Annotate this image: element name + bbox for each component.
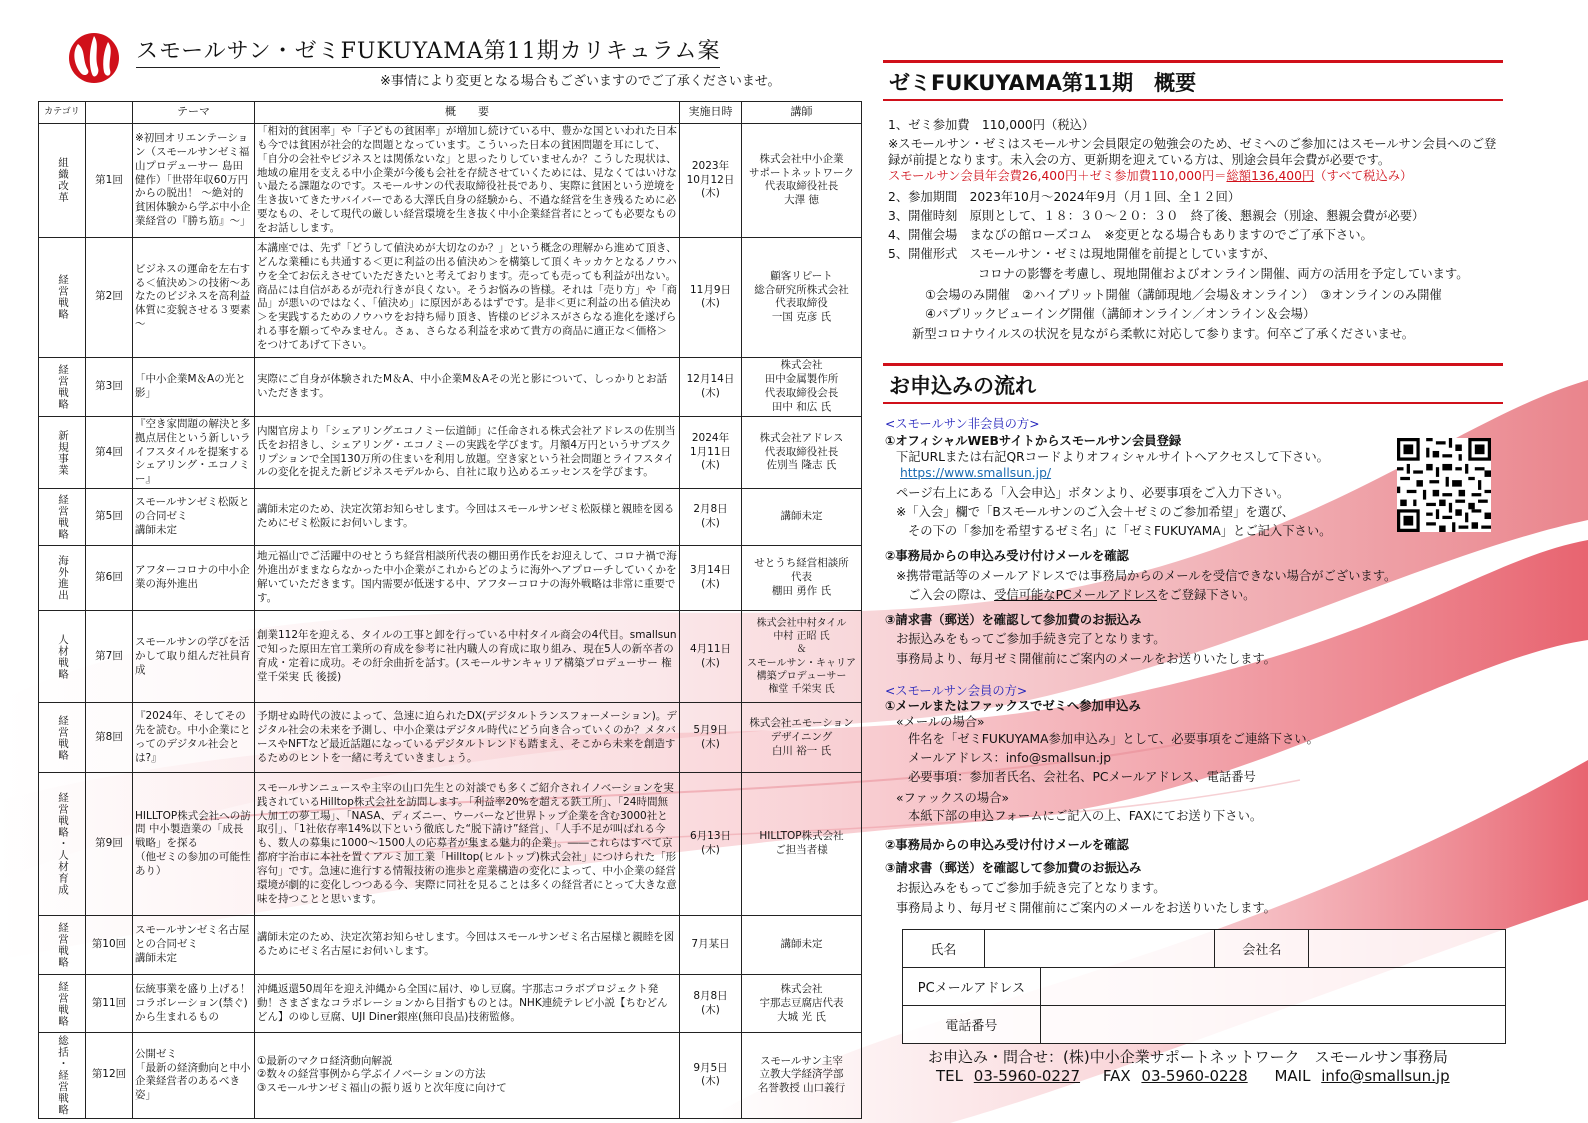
row-theme: スモールサンの学びを活かして取り組んだ社員育成: [133, 611, 255, 703]
row-date: 3月14日 (木): [680, 546, 742, 611]
nonmember-step-1-line-1: 下記URLまたは右記QRコードよりオフィシャルサイトへアクセスして下さい。: [896, 450, 1329, 464]
row-theme: アフターコロナの中小企業の海外進出: [133, 546, 255, 611]
table-row: [39, 237, 862, 357]
nonmember-step-2-title: ②事務局からの申込み受け付けメールを確認: [885, 549, 1129, 563]
table-row: [39, 546, 862, 611]
row-date: 2024年 1月11日 (木): [680, 416, 742, 488]
overview-venue: 4、開催会場 まなびの館ローズコム ※変更となる場合もありますのでご了承下さい。: [888, 228, 1373, 242]
phone-label: 電話番号: [903, 1006, 1041, 1044]
row-number: 第6回: [86, 546, 133, 611]
row-theme: スモールサンゼミ名古屋との合同ゼミ 講師未定: [133, 916, 255, 975]
email-label: PCメールアドレス: [903, 968, 1041, 1006]
row-theme: 『2024年、そしてその先を読む。中小企業にとってのデジタル社会とは?』: [133, 703, 255, 773]
smallsun-logo: [64, 30, 124, 86]
nonmember-step-1-line-2: ページ右上にある「入会申込」ボタンより、必要事項をご入力下さい。: [896, 486, 1290, 500]
contact-line-2: [928, 1067, 1450, 1086]
row-theme: 『空き家問題の解決と多拠点居住という新しいライフスタイルを提案するシェアリング・エコノミー』: [133, 416, 255, 488]
row-category: 海外進出: [39, 546, 86, 611]
overview-format-2: コロナの影響を考慮し、現地開催およびオンライン開催、両方の活用を予定しています。: [978, 267, 1469, 281]
row-number: 第9回: [86, 773, 133, 916]
row-summary: 沖縄返還50周年を迎え沖縄から全国に届け、ゆし豆腐。宇那志コラボプロジェクト発動！さまざまなコラボレーションから目指すものとは。NHK連続テレビ小説【ちむどんどん】のゆし豆腐、UJI Diner銀座(無印良品)技術監修。: [255, 975, 680, 1033]
table-row: [39, 489, 862, 546]
nonmember-step-3-line-1: お振込みをもってご参加手続き完了となります。: [896, 632, 1166, 646]
row-theme: 「中小企業M＆Aの光と影」: [133, 357, 255, 416]
header-lecturer: 講師: [742, 102, 862, 124]
row-summary: 講師未定のため、決定次第お知らせします。今回はスモールサンゼミ松阪様と親睦を図るためにゼミ松阪にお伺いします。: [255, 489, 680, 546]
member-step-1-line-4: 本紙下部の申込フォームにご記入の上、FAXにてお送り下さい。: [908, 809, 1263, 823]
row-date: 4月11日 (木): [680, 611, 742, 703]
overview-period: 2、参加期間 2023年10月～2024年9月（月１回、全１２回）: [888, 190, 1241, 204]
row-number: 第12回: [86, 1033, 133, 1119]
row-lecturer: 株式会社アドレス 代表取締役社長 佐別当 隆志 氏: [742, 416, 862, 488]
row-number: 第11回: [86, 975, 133, 1033]
header-category: カテゴリ: [39, 102, 86, 124]
row-summary: 講師未定のため、決定次第お知らせします。今回はスモールサンゼミ名古屋様と親睦を図るためにゼミ名古屋にお伺いします。: [255, 916, 680, 975]
table-row: [39, 416, 862, 488]
fee-total-amount: 総額136,400円: [1226, 169, 1315, 183]
row-category: 経営戦略: [39, 916, 86, 975]
row-lecturer: 顧客リピート 総合研究所株式会社 代表取締役 一国 克彦 氏: [742, 237, 862, 357]
table-row: [39, 124, 862, 238]
row-number: 第1回: [86, 124, 133, 238]
application-form: [902, 929, 1506, 1044]
page-title: スモールサン・ゼミFUKUYAMA第11期カリキュラム案: [136, 34, 720, 68]
row-date: 6月13日 (木): [680, 773, 742, 916]
form-row-name: [903, 930, 1506, 968]
contact-info: [928, 1048, 1450, 1086]
row-number: 第7回: [86, 611, 133, 703]
row-lecturer: せとうち経営相談所 代表 棚田 勇作 氏: [742, 546, 862, 611]
overview-format-3: ①会場のみ開催 ②ハイブリット開催（講師現地／会場＆オンライン） ③オンラインのみ開催: [925, 288, 1442, 302]
table-row: [39, 975, 862, 1033]
table-row: [39, 703, 862, 773]
flow-title: お申込みの流れ: [889, 374, 1036, 398]
nonmember-step-1-title: ①オフィシャルWEBサイトからスモールサン会員登録: [885, 434, 1182, 448]
row-date: 8月8日 (木): [680, 975, 742, 1033]
table-row: [39, 357, 862, 416]
row-category: 経営戦略: [39, 975, 86, 1033]
row-lecturer: HILLTOP株式会社 ご担当者様: [742, 773, 862, 916]
member-step-1-line-3: 必要事項：参加者氏名、会社名、PCメールアドレス、電話番号: [908, 770, 1256, 784]
row-theme: ビジネスの運命を左右する＜値決め＞の技術～あなたのビジネスを高利益体質に変貌させる３要素～: [133, 237, 255, 357]
row-date: 12月14日 (木): [680, 357, 742, 416]
header-summary: 概 要: [255, 102, 680, 124]
row-summary: ①最新のマクロ経済動向解説 ②数々の経営事例から学ぶイノベーションの方法 ③スモールサンゼミ福山の振り返りと次年度に向けて: [255, 1033, 680, 1119]
row-summary: スモールサンニュースや主宰の山口先生との対談でも多くご紹介されイノベーションを実践されているHilltop株式会社を訪問します。「利益率20%を超える鉄工所」、「24時間無人加工の夢工場」、「NASA、ディズニー、ウーバーなど世界トップ企業を含む3000社と取引」、「1社依存率14%以下という徹底した“脱下請け”経営」、「人手不足が叫ばれる今も、数人の募集に1000～1500人の応募者が集まる魅力的企業」。――これらはすべて京都府宇治市に本社を置くアルミ加工業「Hilltop(ヒルトップ)株式会社」につけられた「形容句」です。急速に進行する情報技術の進歩と産業構造の変化によって、中小企業の経営環境が劇的に変化しつつある今、実際に同社を見ることは多くの経営者にとって大きな意味を持つことと思います。: [255, 773, 680, 916]
row-date: 7月某日: [680, 916, 742, 975]
overview-title: ゼミFUKUYAMA第11期 概要: [889, 71, 1197, 95]
fax-number[interactable]: 03-5960-0228: [1141, 1066, 1248, 1085]
row-summary: 創業112年を迎える、タイルの工事と卸を行っている中村タイル商会の4代目。smallsunで知った原田左官工業所の育成を参考に社内職人の育成に取り組み、現在5人の新卒者の育成・定着に成功。その紆余曲折を話す。(スモールサンキャリア構築プロデューサー 権堂千栄実 氏 後援): [255, 611, 680, 703]
row-theme: HILLTOP株式会社への訪問 中小製造業の「成長戦略」を探る （他ゼミの参加の可能性あり）: [133, 773, 255, 916]
fee-total-suffix: （すべて税込み）: [1314, 169, 1413, 183]
table-row: [39, 916, 862, 975]
nonmember-heading: <スモールサン非会員の方>: [885, 417, 1040, 431]
row-number: 第4回: [86, 416, 133, 488]
fee-total-prefix: スモールサン会員年会費26,400円＋ゼミ参加費110,000円＝: [888, 169, 1227, 183]
form-row-phone: [903, 1006, 1506, 1044]
row-summary: 実際にご自身が体験されたM＆A、中小企業M＆Aその光と影について、しっかりとお話いただきます。: [255, 357, 680, 416]
row-theme: 公開ゼミ 「最新の経済動向と中小企業経営者のあるべき姿」: [133, 1033, 255, 1119]
overview-fee-note: ※スモールサン・ゼミはスモールサン会員限定の勉強会のため、ゼミへのご参加にはスモールサン会員へのご登録が前提となります。未入会の方、更新期を迎えている方は、別途会員年会費が必要です。: [888, 137, 1497, 168]
row-date: 5月9日 (木): [680, 703, 742, 773]
tel-label: TEL: [936, 1066, 963, 1085]
row-summary: 予期せぬ時代の波によって、急速に迫られたDX(デジタルトランスフォーメーション)。デジタル社会の未来を予測し、中小企業はデジタル時代にどう向き合っていくのか？メタバースやNFTなど最近話題になっているデジタルトレンドも踏まえ、そこから未来を創造するためのヒントを一緒に考えていきましょう。: [255, 703, 680, 773]
tel-number[interactable]: 03-5960-0227: [973, 1066, 1081, 1085]
row-lecturer: 株式会社 田中金属製作所 代表取締役会長 田中 和広 氏: [742, 357, 862, 416]
row-summary: 内閣官房より「シェアリングエコノミー伝道師」に任命される株式会社アドレスの佐別当氏をお招きし、シェアリング・エコノミーの実践を学びます。月額4万円というサブスクリプションで全国130万所の住まいを利用し放題。空き家という社会問題とライフスタイルの変化を捉えた新ビジネスモデルから、自社に取り込めるエッセンスを学びます。: [255, 416, 680, 488]
row-number: 第3回: [86, 357, 133, 416]
table-row: [39, 611, 862, 703]
name-label: 氏名: [903, 930, 985, 968]
row-summary: 「相対的貧困率」や「子どもの貧困率」が増加し続けている中、豊かな国といわれた日本も今では貧困が社会的な問題となっています。こういった日本の貧困問題を耳にして、「自分の会社やビジネスとは関係ないな」と思ったりしていませんか？こうした現状は、地域の雇用を支える中小企業が今後も会社を存続させていくためには、見なくてはいけない最たる課題なのです。スモールサンの代表取締役社長であり、実際に貧困という逆境を生き抜いてきたサバイバーである大澤氏自身の経験から、不過な経営を生き残るために必要なもの、そして現代の厳しい経営環境を生き抜く中小企業経営者にとっても必要なものをお話しします。: [255, 124, 680, 238]
row-number: 第10回: [86, 916, 133, 975]
row-date: 11月9日 (木): [680, 237, 742, 357]
row-theme: スモールサンゼミ松阪との合同ゼミ 講師未定: [133, 489, 255, 546]
member-step-3-title: ③請求書（郵送）を確認して参加費のお振込み: [885, 861, 1142, 875]
header-theme: テーマ: [133, 102, 255, 124]
header-date: 実施日時: [680, 102, 742, 124]
overview-fee: 1、ゼミ参加費 110,000円（税込）: [888, 118, 1095, 132]
nonmember-step-3-line-2: 事務局より、毎月ゼミ開催前にご案内のメールをお送りいたします。: [896, 652, 1276, 666]
member-mail-case: «メールの場合»: [896, 715, 985, 729]
row-category: 経営戦略・人材育成: [39, 773, 86, 916]
row-category: 経営戦略: [39, 357, 86, 416]
row-date: 9月5日 (木): [680, 1033, 742, 1119]
row-category: 組織改革: [39, 124, 86, 238]
table-row: [39, 773, 862, 916]
overview-time: 3、開催時刻 原則として、１８：３０～２０：３０ 終了後、懇親会（別途、懇親会費が必要）: [888, 209, 1425, 223]
step-2-suffix: をご登録下さい。: [1157, 588, 1256, 602]
row-category: 人材戦略: [39, 611, 86, 703]
official-site-link[interactable]: https://www.smallsun.jp/: [900, 466, 1052, 480]
row-number: 第5回: [86, 489, 133, 546]
row-lecturer: スモールサン主宰 立教大学経済学部 名誉教授 山口義行: [742, 1033, 862, 1119]
member-step-1-title: ①メールまたはファックスでゼミへ参加申込み: [885, 699, 1141, 713]
contact-line-1: お申込み・問合せ：(株)中小企業サポートネットワーク スモールサン事務局: [928, 1048, 1448, 1066]
member-step-3-line-1: お振込みをもってご参加手続き完了となります。: [896, 881, 1166, 895]
member-step-1-line-1: 件名を「ゼミFUKUYAMA参加申込み」として、必要事項をご連絡下さい。: [908, 732, 1319, 746]
mail-label: MAIL: [1274, 1066, 1311, 1085]
member-step-2-title: ②事務局からの申込み受け付けメールを確認: [885, 838, 1129, 852]
row-lecturer: 株式会社中小企業 サポートネットワーク 代表取締役社長 大澤 徳: [742, 124, 862, 238]
row-lecturer: 講師未定: [742, 916, 862, 975]
step-2-underlined: 受信可能なPCメールアドレス: [994, 588, 1158, 602]
overview-format-4: ④パブリックビューイング開催（講師オンライン／オンライン＆会場）: [925, 307, 1316, 321]
row-category: 経営戦略: [39, 489, 86, 546]
row-date: 2023年 10月12日 (木): [680, 124, 742, 238]
row-number: 第2回: [86, 237, 133, 357]
nonmember-step-3-title: ③請求書（郵送）を確認して参加費のお振込み: [885, 613, 1142, 627]
form-row-email: [903, 968, 1506, 1006]
overview-format: 5、開催形式 スモールサン・ゼミは現地開催を前提としていますが、: [888, 247, 1276, 261]
member-step-1-line-2: メールアドレス：info@smallsun.jp: [908, 751, 1111, 765]
nonmember-step-2-line-1: ※携帯電話等のメールアドレスでは事務局からのメールを受信できない場合がございます。: [896, 569, 1397, 583]
change-notice: ※事情により変更となる場合もございますのでご了承くださいませ。: [380, 74, 781, 89]
company-label: 会社名: [1215, 930, 1309, 968]
fax-label: FAX: [1102, 1066, 1131, 1085]
member-step-3-line-2: 事務局より、毎月ゼミ開催前にご案内のメールをお送りいたします。: [896, 901, 1276, 915]
row-summary: 本講座では、先ず「どうして値決めが大切なのか？」という概念の理解から進めて頂き、どんな業種にも共通する＜更に利益の出る値決め＞を構築して頂くキッカケとなるノウハウを全てお伝えさせていただきたいと考えております。売っても売っても利益が出ない。商品には自信があるが売れ行きが良くない。そうお悩みの皆様。それは「売り方」や「商品」が悪いのではなく、「値決め」に原因があるはずです。是非＜更に利益の出る値決め＞を実践するためのノウハウをお持ち帰り頂き、皆様のビジネスがさらなる進化を遂げられる事を願ってやみません。さぁ、さらなる利益を求めて貴方の商品に適正な＜価格＞をつけてあげて下さい。: [255, 237, 680, 357]
member-heading: <スモールサン会員の方>: [885, 684, 1028, 698]
row-category: 総括・経営戦略: [39, 1033, 86, 1119]
phone-field[interactable]: [1040, 1006, 1505, 1044]
row-category: 新規事業: [39, 416, 86, 488]
email-field[interactable]: [1040, 968, 1505, 1006]
row-theme: ※初回オリエンテーション（スモールサンゼミ福山プロデューサー 島田健作）「世帯年収60万円からの脱出！ ～絶対的貧困体験から学ぶ中小企業経営の『勝ち筋』～」: [133, 124, 255, 238]
table-row: [39, 1033, 862, 1119]
flow-header: [883, 363, 1503, 404]
row-lecturer: 講師未定: [742, 489, 862, 546]
curriculum-table: [38, 101, 862, 1119]
row-number: 第8回: [86, 703, 133, 773]
nonmember-step-1-line-4: その下の「参加を希望するゼミ名」に「ゼミFUKUYAMA」とご記入下さい。: [908, 524, 1332, 538]
row-lecturer: 株式会社エモーション デザイニング 白川 裕一 氏: [742, 703, 862, 773]
qr-code-icon: [1397, 438, 1491, 532]
name-field[interactable]: [984, 930, 1215, 968]
header-number: [86, 102, 133, 124]
overview-fee-total: [888, 168, 1412, 184]
overview-format-5: 新型コロナウイルスの状況を見ながら柔軟に対応して参ります。何卒ご了承くださいませ。: [912, 327, 1415, 341]
nonmember-step-2-line-2: [908, 587, 1255, 603]
row-lecturer: 株式会社 宇那志豆腐店代表 大城 光 氏: [742, 975, 862, 1033]
table-header-row: [39, 102, 862, 124]
row-summary: 地元福山でご活躍中のせとうち経営相談所代表の棚田勇作氏をお迎えして、コロナ禍で海外進出がままならなかった中小企業がこれからどのように海外へアプローチしていくかを解いていただきます。国内需要が低迷する中、アフターコロナの海外戦略は非常に重要です。: [255, 546, 680, 611]
company-field[interactable]: [1309, 930, 1506, 968]
row-date: 2月8日 (木): [680, 489, 742, 546]
row-theme: 伝統事業を盛り上げる！コラボレーション(禁ぐ)から生まれるもの: [133, 975, 255, 1033]
nonmember-step-1-line-3: ※「入会」欄で「Bスモールサンのご入会＋ゼミのご参加希望」を選び、: [896, 505, 1295, 519]
row-lecturer: 株式会社中村タイル 中村 正昭 氏 ＆ スモールサン・キャリア 構築プロデューサー 権堂 千栄実 氏: [742, 611, 862, 703]
row-category: 経営戦略: [39, 237, 86, 357]
mail-address[interactable]: info@smallsun.jp: [1321, 1066, 1450, 1085]
row-category: 経営戦略: [39, 703, 86, 773]
step-2-prefix: ご入会の際は、: [908, 588, 995, 602]
overview-header: [883, 60, 1503, 101]
member-fax-case: «ファックスの場合»: [896, 791, 1010, 805]
